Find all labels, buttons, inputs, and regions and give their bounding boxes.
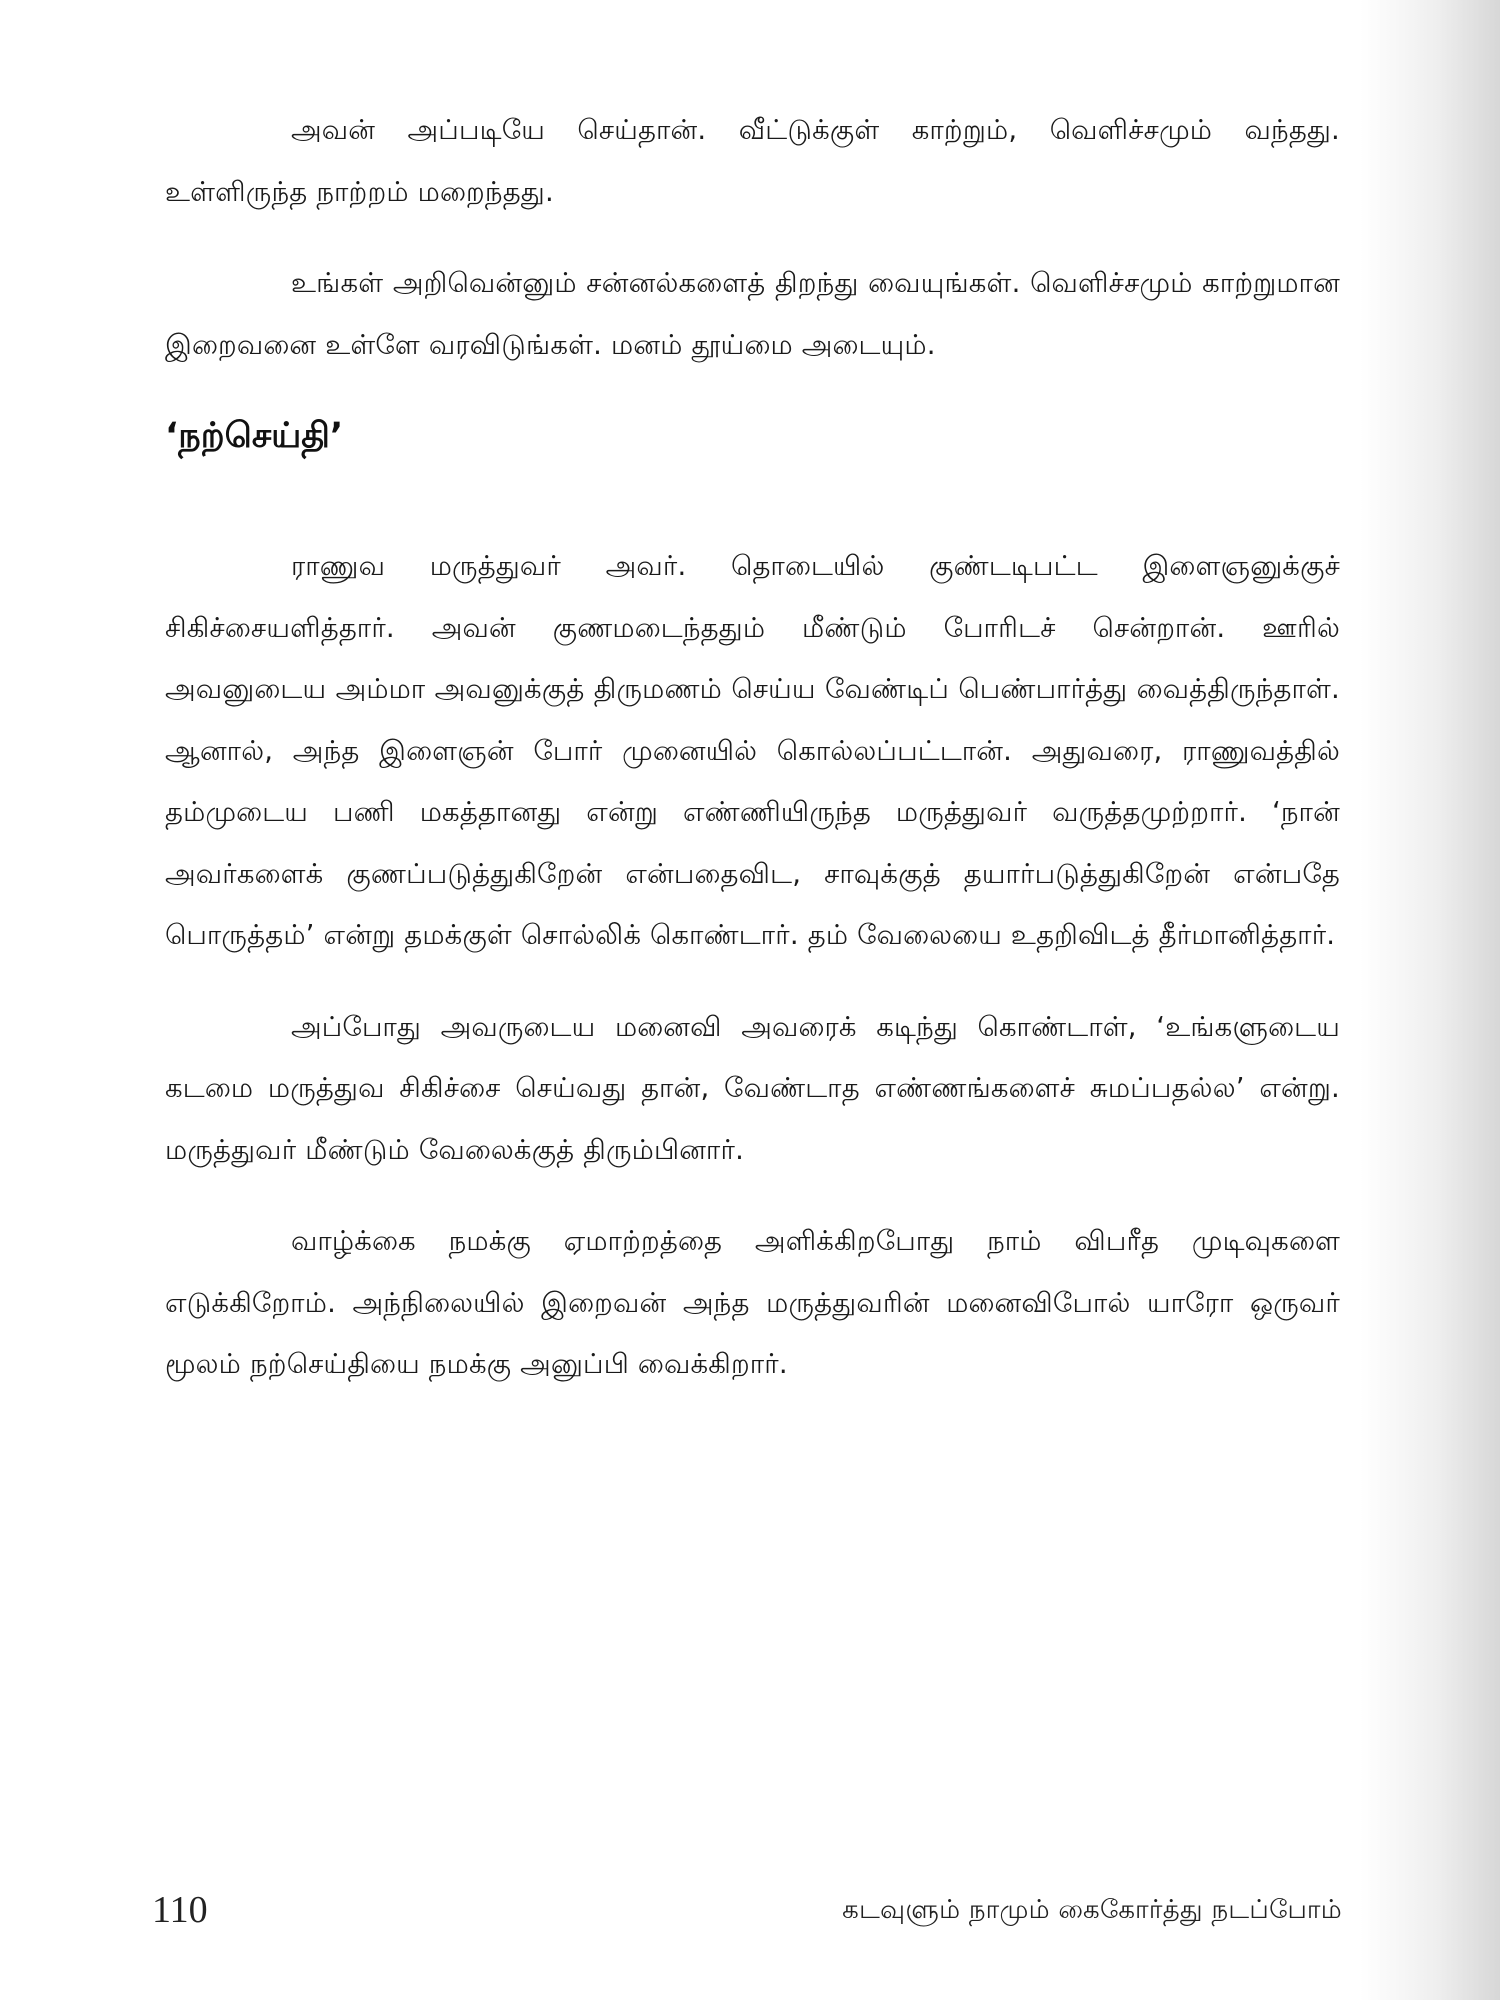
paragraph: உங்கள் அறிவென்னும் சன்னல்களைத் திறந்து வையுங்கள். வெளிச்சமும் காற்றுமான இறைவனை உள்ளே வரவிடுங்கள். மனம் தூய்மை அடையும்.: [165, 267, 1340, 361]
page-number: 110: [152, 1889, 208, 1931]
page-body: [165, 100, 1340, 1426]
page-footer: [152, 1880, 1342, 1940]
running-title: கடவுளும் நாமும் கைகோர்த்து நடப்போம்: [842, 1895, 1342, 1925]
scan-edge-shadow: [1360, 0, 1500, 2000]
paragraph: ராணுவ மருத்துவர் அவர். தொடையில் குண்டடிபட்ட இளைஞனுக்குச் சிகிச்சையளித்தார். அவன் குணமடைந்ததும் மீண்டும் போரிடச் சென்றான். ஊரில் அவனுடைய அம்மா அவனுக்குத் திருமணம் செய்ய வேண்டிப் பெண்பார்த்து வைத்திருந்தாள். ஆனால், அந்த இளைஞன் போர் முனையில் கொல்லப்பட்டான். அதுவரை, ராணுவத்தில் தம்முடைய பணி மகத்தானது என்று எண்ணியிருந்த மருத்துவர் வருத்தமுற்றார். ‘நான் அவர்களைக் குணப்படுத்துகிறேன் என்பதைவிட, சாவுக்குத் தயார்படுத்துகிறேன் என்பதே பொருத்தம்’ என்று தமக்குள் சொல்லிக் கொண்டார். தம் வேலையை உதறிவிடத் தீர்மானித்தார்.: [165, 550, 1340, 951]
paragraph: அப்போது அவருடைய மனைவி அவரைக் கடிந்து கொண்டாள், ‘உங்களுடைய கடமை மருத்துவ சிகிச்சை செய்வது தான், வேண்டாத எண்ணங்களைச் சுமப்பதல்ல’ என்று. மருத்துவர் மீண்டும் வேலைக்குத் திரும்பினார்.: [165, 1010, 1340, 1166]
paragraph: அவன் அப்படியே செய்தான். வீட்டுக்குள் காற்றும், வெளிச்சமும் வந்தது. உள்ளிருந்த நாற்றம் மறைந்தது.: [165, 114, 1340, 208]
paragraph: வாழ்க்கை நமக்கு ஏமாற்றத்தை அளிக்கிறபோது நாம் விபரீத முடிவுகளை எடுக்கிறோம். அந்நிலையில் இறைவன் அந்த மருத்துவரின் மனைவிபோல் யாரோ ஒருவர் மூலம் நற்செய்தியை நமக்கு அனுப்பி வைக்கிறார்.: [165, 1225, 1340, 1380]
section-heading: ‘நற்செய்தி’: [165, 416, 344, 456]
